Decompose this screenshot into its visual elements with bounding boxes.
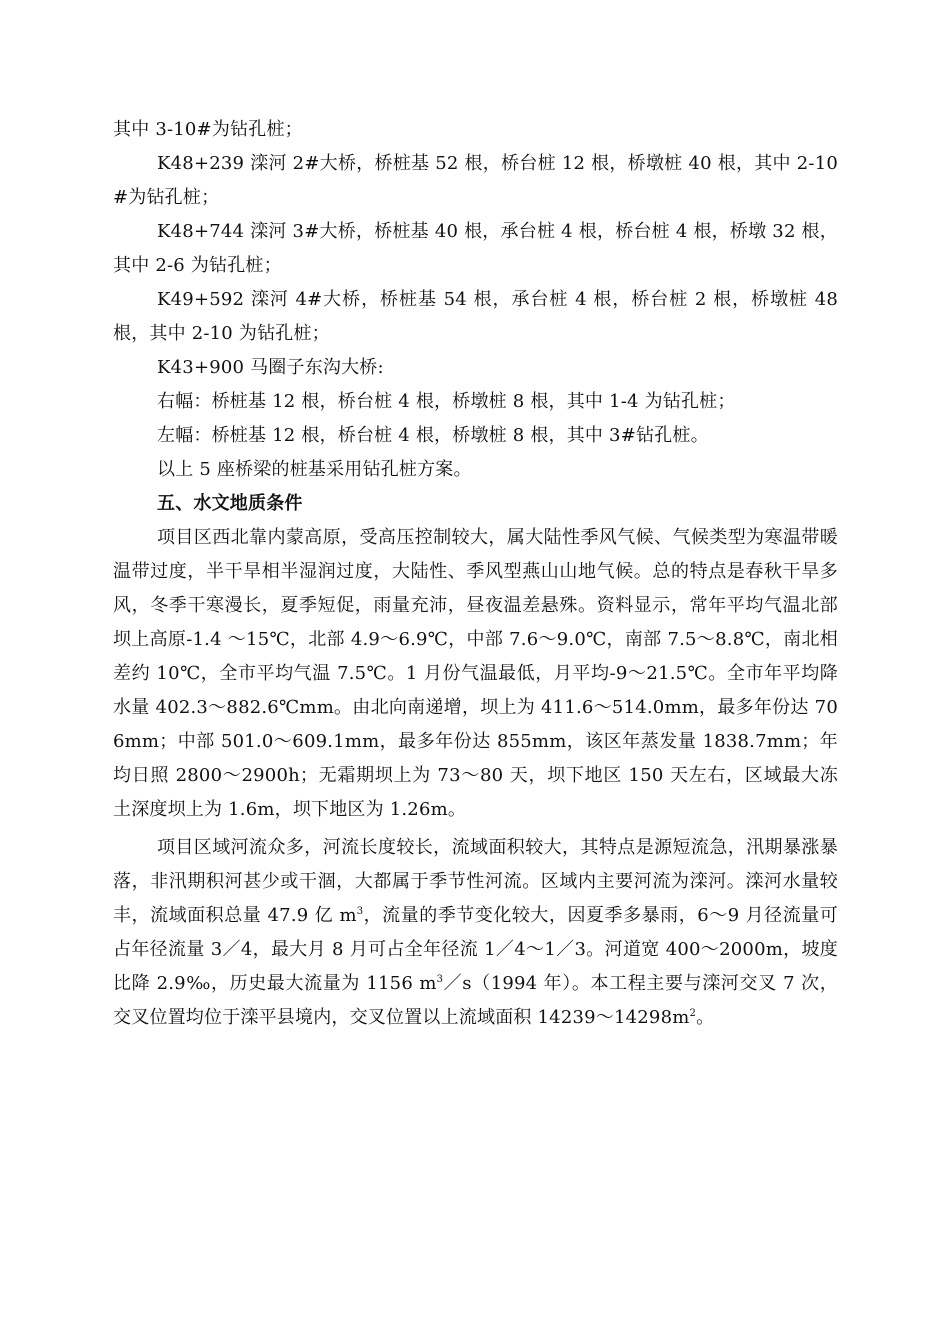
rivers-text-part-3: ／s（1994 年）。本工程主要与滦河交叉 7 次，交叉位置均位于滦平县境内，交叉位置以上流域面积 14239～14298m [113, 973, 838, 1028]
superscript-square: 2 [689, 1008, 697, 1019]
rivers-text-part-2: ，流量的季节变化较大，因夏季多暴雨，6～9 月径流量可占年径流量 3／4，最大月 8 月可占全年径流 1／4～1／3。河道宽 400～2000m，坡度比降 2.9‰，历史最大流量为 1156 m [113, 905, 838, 994]
paragraph-bridge-k49-592: K49+592 滦河 4#大桥，桥桩基 54 根，承台桩 4 根，桥台桩 2 根，桥墩桩 48 根，其中 2-10 为钻孔桩； [113, 289, 838, 344]
paragraph-climate: 项目区西北靠内蒙高原，受高压控制较大，属大陆性季风气候、气候类型为寒温带暖温带过度，半干旱相半湿润过度，大陆性、季风型燕山山地气候。总的特点是春秋干旱多风，冬季干寒漫长，夏季短促，雨量充沛，昼夜温差悬殊。资料显示，常年平均气温北部坝上高原-1.4 ～15℃，北部 4.9～6.9℃，中部 7.6～9.0℃，南部 7.5～8.8℃，南北相差约 10℃，全市平均气温 7.5℃。1 月份气温最低，月平均-9～21.5℃。全市年平均降水量 402.3～882.6℃mm。由北向南递增，坝上为 411.6～514.0mm，最多年份达 706mm；中部 501.0～609.1mm，最多年份达 855mm，该区年蒸发量 1838.7mm；年均日照 2800～2900h；无霜期坝上为 73～80 天，坝下地区 150 天左右，区域最大冻土深度坝上为 1.6m，坝下地区为 1.26m。 [113, 527, 838, 820]
paragraph-bridge-k48-744: K48+744 滦河 3#大桥，桥桩基 40 根，承台桩 4 根，桥台桩 4 根，桥墩 32 根，其中 2-6 为钻孔桩； [113, 221, 838, 276]
paragraph-pile-summary-1: 其中 3-10#为钻孔桩； [113, 119, 303, 140]
section-heading-hydrogeology: 五、水文地质条件 [157, 493, 303, 514]
superscript-cubic: 3 [356, 906, 364, 917]
paragraph-right-side: 右幅：桥桩基 12 根，桥台桩 4 根，桥墩桩 8 根，其中 1-4 为钻孔桩； [157, 391, 736, 412]
superscript-cubic-flow: 3 [436, 974, 444, 985]
rivers-text-part-4: 。 [696, 1007, 715, 1028]
paragraph-rivers [113, 831, 838, 1035]
paragraph-left-side: 左幅：桥桩基 12 根，桥台桩 4 根，桥墩桩 8 根，其中 3#钻孔桩。 [157, 425, 709, 446]
paragraph-bridge-k48-239: K48+239 滦河 2#大桥，桥桩基 52 根，桥台桩 12 根，桥墩桩 40 根，其中 2-10#为钻孔桩； [113, 153, 838, 208]
paragraph-bridge-k43-900: K43+900 马圈子东沟大桥: [157, 357, 384, 378]
document-body [113, 113, 838, 1035]
paragraph-bridge-conclusion: 以上 5 座桥梁的桩基采用钻孔桩方案。 [157, 459, 472, 480]
rivers-text-part-1: 项目区域河流众多，河流长度较长，流域面积较大，其特点是源短流急，汛期暴涨暴落，非汛期积河甚少或干涸，大都属于季节性河流。区域内主要河流为滦河。滦河水量较丰，流域面积总量 47.9 亿 m [113, 837, 838, 926]
